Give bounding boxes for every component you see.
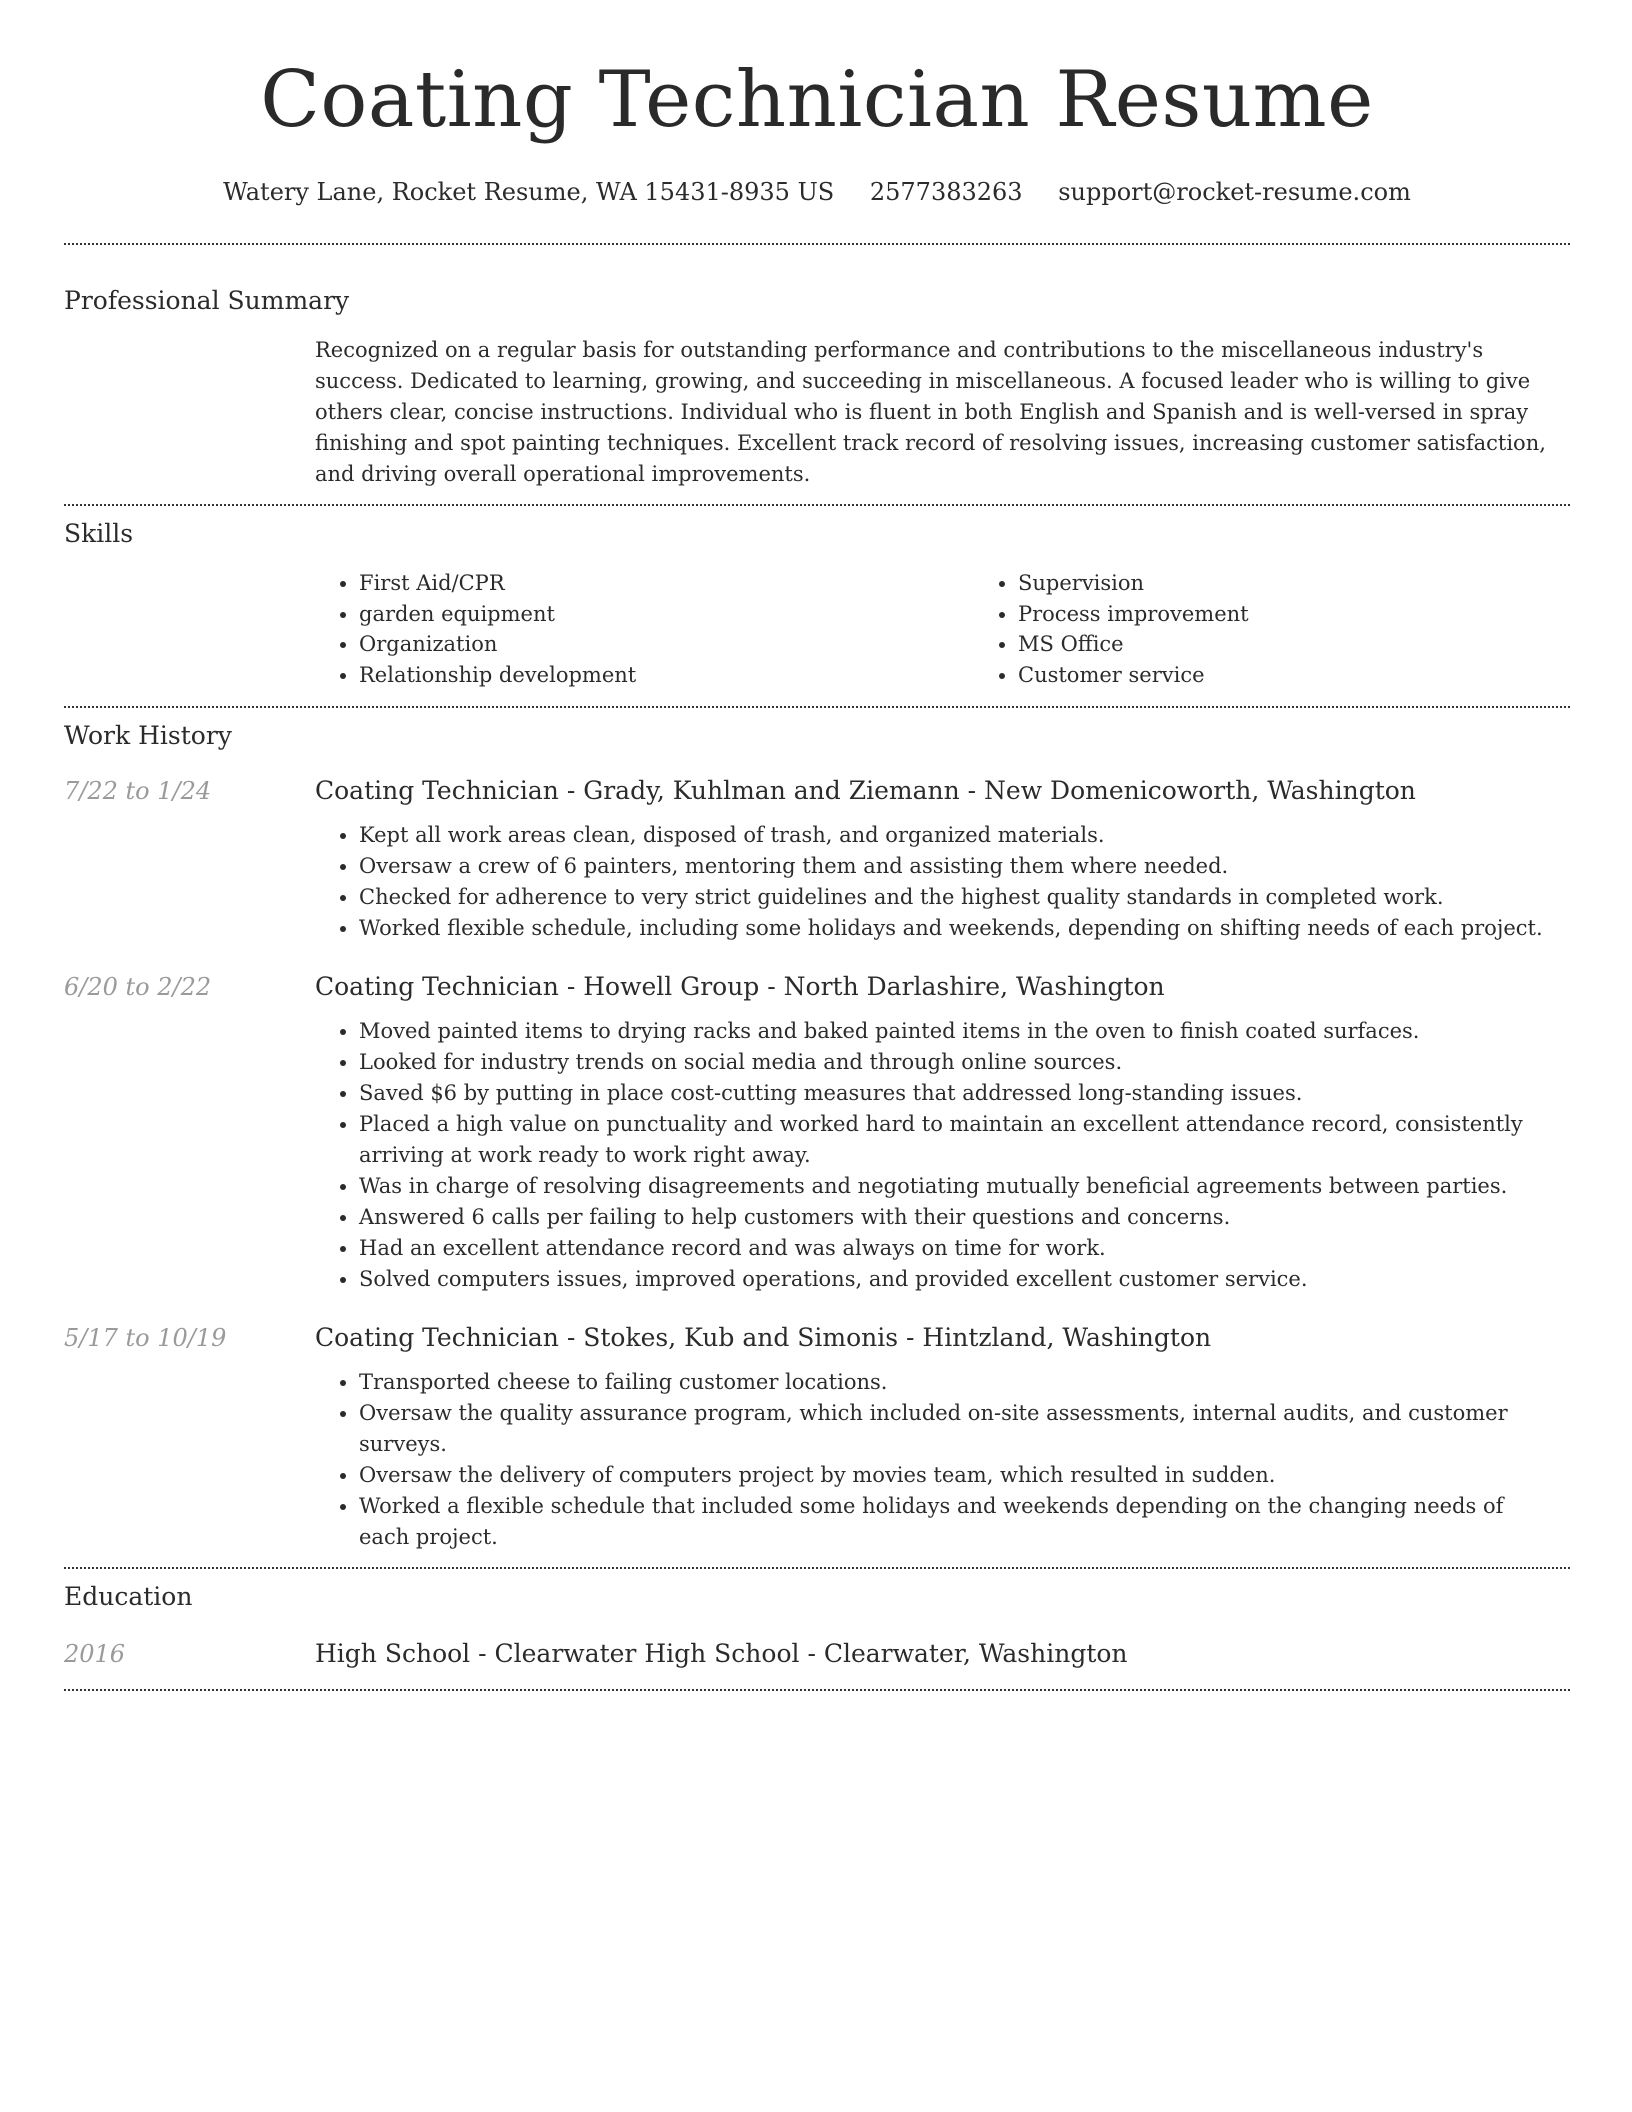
- resume-page: [64, 0, 1570, 1691]
- section-heading-skills: Skills: [64, 519, 134, 548]
- section-divider: [64, 706, 1570, 708]
- job-dates: 5/17 to 10/19: [64, 1324, 227, 1352]
- list-item: • Oversaw a crew of 6 painters, mentoring them and assisting them where needed.: [359, 851, 1570, 882]
- list-item: • Looked for industry trends on social media and through online sources.: [359, 1047, 1570, 1078]
- job-entry: [64, 1321, 1570, 1553]
- skill-item: • Organization: [359, 629, 974, 660]
- list-item: • Checked for adherence to very strict guidelines and the highest quality standards in completed work.: [359, 882, 1570, 913]
- contact-phone: 2577383263: [869, 178, 1023, 206]
- professional-summary-section: [64, 283, 1570, 490]
- section-divider: [64, 243, 1570, 245]
- education-section: [64, 1579, 1570, 1671]
- education-year: 2016: [64, 1640, 126, 1668]
- skill-item: • First Aid/CPR: [359, 568, 974, 599]
- education-entry: [64, 1637, 1570, 1671]
- skill-item: • Customer service: [1018, 660, 1632, 691]
- list-item: • Moved painted items to drying racks and baked painted items in the oven to finish coated surfaces.: [359, 1016, 1570, 1047]
- summary-text: Recognized on a regular basis for outstanding performance and contributions to the miscellaneous industry's success. Dedicated to learning, growing, and succeeding in miscellaneous. A focused leader who is willing to give others clear, concise instructions. Individual who is fluent in both English and Spanish and is well-versed in spray finishing and spot painting techniques. Excellent track record of resolving issues, increasing customer satisfaction, and driving overall operational improvements.: [315, 338, 1546, 486]
- skill-item: • Relationship development: [359, 660, 974, 691]
- job-entry: [64, 970, 1570, 1295]
- list-item: • Oversaw the quality assurance program, which included on-site assessments, internal audits, and customer surveys.: [359, 1398, 1570, 1460]
- contact-email: support@rocket-resume.com: [1058, 178, 1411, 206]
- education-title: High School - Clearwater High School - Clearwater, Washington: [315, 1639, 1128, 1668]
- section-divider: [64, 1689, 1570, 1691]
- skills-column-left: [315, 568, 974, 690]
- section-divider: [64, 504, 1570, 506]
- job-bullets: [315, 820, 1570, 944]
- list-item: • Had an excellent attendance record and was always on time for work.: [359, 1233, 1570, 1264]
- skill-item: • garden equipment: [359, 599, 974, 630]
- skills-section: [64, 516, 1570, 690]
- job-title: Coating Technician - Stokes, Kub and Simonis - Hintzland, Washington: [315, 1323, 1212, 1352]
- work-history-section: [64, 718, 1570, 1553]
- skills-column-right: [974, 568, 1632, 690]
- list-item: • Solved computers issues, improved operations, and provided excellent customer service.: [359, 1264, 1570, 1295]
- skill-item: • MS Office: [1018, 629, 1632, 660]
- job-dates: 7/22 to 1/24: [64, 777, 212, 805]
- contact-info: [64, 174, 1570, 210]
- contact-address: Watery Lane, Rocket Resume, WA 15431-8935 US: [223, 178, 835, 206]
- job-entry: [64, 774, 1570, 944]
- section-divider: [64, 1567, 1570, 1569]
- resume-title: Coating Technician Resume: [260, 55, 1374, 145]
- skill-item: • Supervision: [1018, 568, 1632, 599]
- list-item: • Worked a flexible schedule that included some holidays and weekends depending on the changing needs of each project.: [359, 1491, 1570, 1553]
- list-item: • Saved $6 by putting in place cost-cutting measures that addressed long-standing issues.: [359, 1078, 1570, 1109]
- job-bullets: [315, 1016, 1570, 1295]
- job-bullets: [315, 1367, 1570, 1553]
- skill-item: • Process improvement: [1018, 599, 1632, 630]
- job-title: Coating Technician - Grady, Kuhlman and Ziemann - New Domenicoworth, Washington: [315, 776, 1416, 805]
- section-heading-summary: Professional Summary: [64, 286, 350, 315]
- list-item: • Kept all work areas clean, disposed of trash, and organized materials.: [359, 820, 1570, 851]
- skills-list: [315, 568, 1632, 690]
- list-item: • Oversaw the delivery of computers project by movies team, which resulted in sudden.: [359, 1460, 1570, 1491]
- section-heading-education: Education: [64, 1582, 193, 1611]
- job-dates: 6/20 to 2/22: [64, 973, 212, 1001]
- list-item: • Was in charge of resolving disagreements and negotiating mutually beneficial agreements between parties.: [359, 1171, 1570, 1202]
- list-item: • Answered 6 calls per failing to help customers with their questions and concerns.: [359, 1202, 1570, 1233]
- list-item: • Worked flexible schedule, including some holidays and weekends, depending on shifting needs of each project.: [359, 913, 1570, 944]
- list-item: • Transported cheese to failing customer locations.: [359, 1367, 1570, 1398]
- job-title: Coating Technician - Howell Group - North Darlashire, Washington: [315, 972, 1165, 1001]
- section-heading-work-history: Work History: [64, 721, 232, 750]
- list-item: • Placed a high value on punctuality and worked hard to maintain an excellent attendance record, consistently arriving at work ready to work right away.: [359, 1109, 1570, 1171]
